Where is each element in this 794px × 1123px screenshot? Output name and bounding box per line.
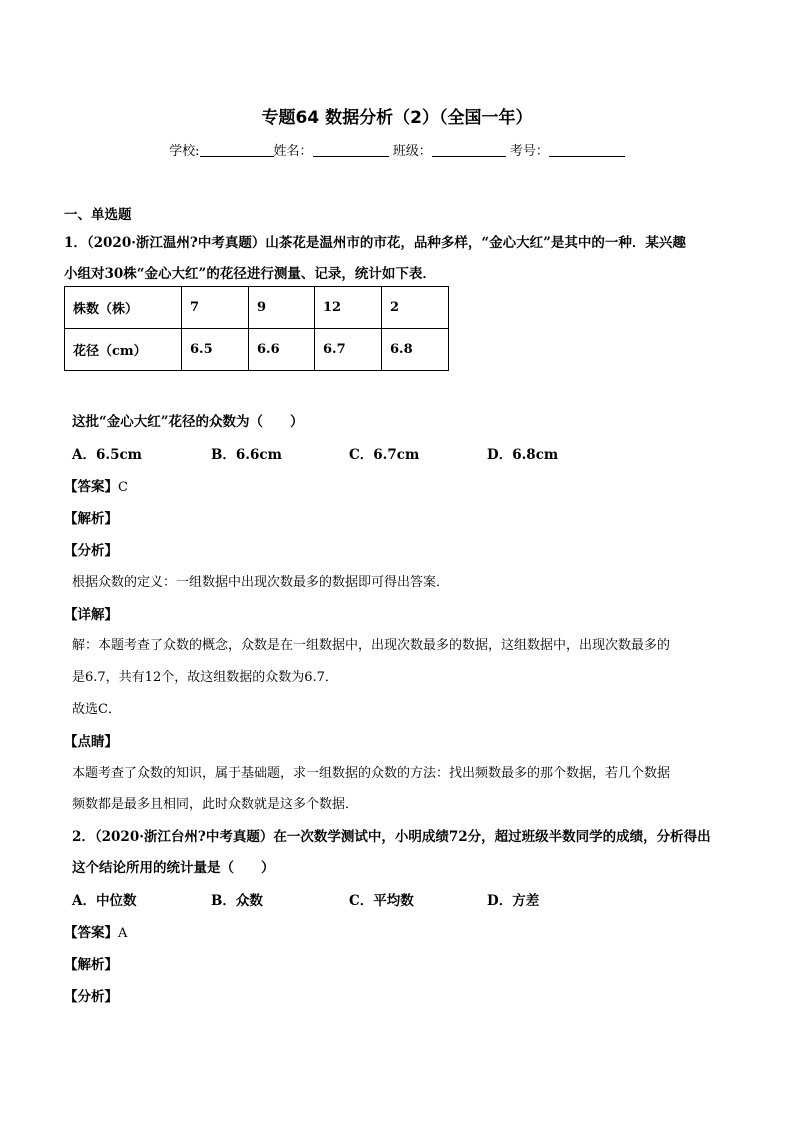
school-label: 学校: [169, 144, 200, 159]
name-blank[interactable] [313, 143, 389, 157]
q1-comment-label: 【点睛】 [64, 734, 118, 750]
q1-detail-line1: 解：本题考查了众数的概念，众数是在一组数据中，出现次数最多的数据，这组数据中，出现次数最多的 [72, 638, 671, 653]
q1-detail-line2: 是6.7，共有12个，故这组数据的众数为6.7． [72, 670, 338, 685]
table-cell: 6.6 [249, 329, 315, 371]
student-info-line [0, 140, 794, 159]
page-title: 专题64 数据分析（2）（全国一年） [261, 108, 533, 128]
table-cell: 6.8 [382, 329, 449, 371]
table-row-header: 株数（株） [65, 287, 182, 329]
table-cell: 2 [382, 287, 449, 329]
table-row [65, 329, 449, 371]
q1-comment-line2: 频数都是最多且相同，此时众数就是这多个数据． [72, 797, 359, 812]
class-blank[interactable] [432, 143, 506, 157]
answer-value: A [118, 926, 128, 941]
q1-frequency-table [64, 286, 449, 371]
q1-option-b[interactable]: B．6.6cm [211, 447, 282, 463]
table-cell: 6.7 [315, 329, 382, 371]
q2-option-a[interactable]: A．中位数 [72, 893, 137, 909]
table-cell: 6.5 [182, 329, 249, 371]
school-blank[interactable] [200, 143, 274, 157]
class-label: 班级： [392, 144, 432, 159]
exam-no-blank[interactable] [549, 143, 625, 157]
q1-stem-line1: 1．（2020·浙江温州?中考真题）山茶花是温州市的市花，品种多样，“金心大红”是其中的一种．某兴趣 [64, 235, 686, 251]
q1-option-a[interactable]: A．6.5cm [72, 447, 142, 463]
name-label: 姓名： [273, 144, 313, 159]
q1-analysis-label: 【解析】 [64, 511, 118, 527]
q2-option-d[interactable]: D．方差 [487, 893, 540, 909]
table-row [65, 287, 449, 329]
table-cell: 7 [182, 287, 249, 329]
q1-comment-line1: 本题考查了众数的知识，属于基础题，求一组数据的众数的方法：找出频数最多的那个数据，若几个数据 [72, 766, 671, 781]
q1-question: 这批“金心大红”花径的众数为（ ） [72, 414, 304, 430]
table-cell: 12 [315, 287, 382, 329]
q1-fenxi-text: 根据众数的定义：一组数据中出现次数最多的数据即可得出答案． [72, 575, 450, 590]
q2-stem-line1: 2．（2020·浙江台州?中考真题）在一次数学测试中，小明成绩72分，超过班级半数同学的成绩，分析得出 [72, 829, 711, 845]
q1-option-c[interactable]: C．6.7cm [349, 447, 420, 463]
answer-label: 【答案】 [64, 479, 118, 495]
q1-choose: 故选C． [72, 702, 121, 717]
q2-stem-line2: 这个结论所用的统计量是（ ） [72, 860, 275, 876]
q1-detail-label: 【详解】 [64, 607, 118, 623]
q1-fenxi-label: 【分析】 [64, 543, 118, 559]
section-heading: 一、单选题 [64, 207, 132, 223]
exam-no-label: 考号： [509, 144, 549, 159]
q2-fenxi-label: 【分析】 [64, 989, 118, 1005]
q2-analysis-label: 【解析】 [64, 957, 118, 973]
q2-answer-line [64, 921, 127, 941]
q2-option-b[interactable]: B．众数 [211, 893, 263, 909]
table-row-header: 花径（cm） [65, 329, 182, 371]
q1-stem-line2: 小组对30株“金心大红”的花径进行测量、记录，统计如下表． [64, 266, 436, 282]
q1-answer-line [64, 475, 128, 495]
answer-value: C [118, 480, 128, 495]
q2-option-c[interactable]: C．平均数 [349, 893, 414, 909]
answer-label: 【答案】 [64, 925, 118, 941]
table-cell: 9 [249, 287, 315, 329]
q1-option-d[interactable]: D．6.8cm [487, 447, 559, 463]
